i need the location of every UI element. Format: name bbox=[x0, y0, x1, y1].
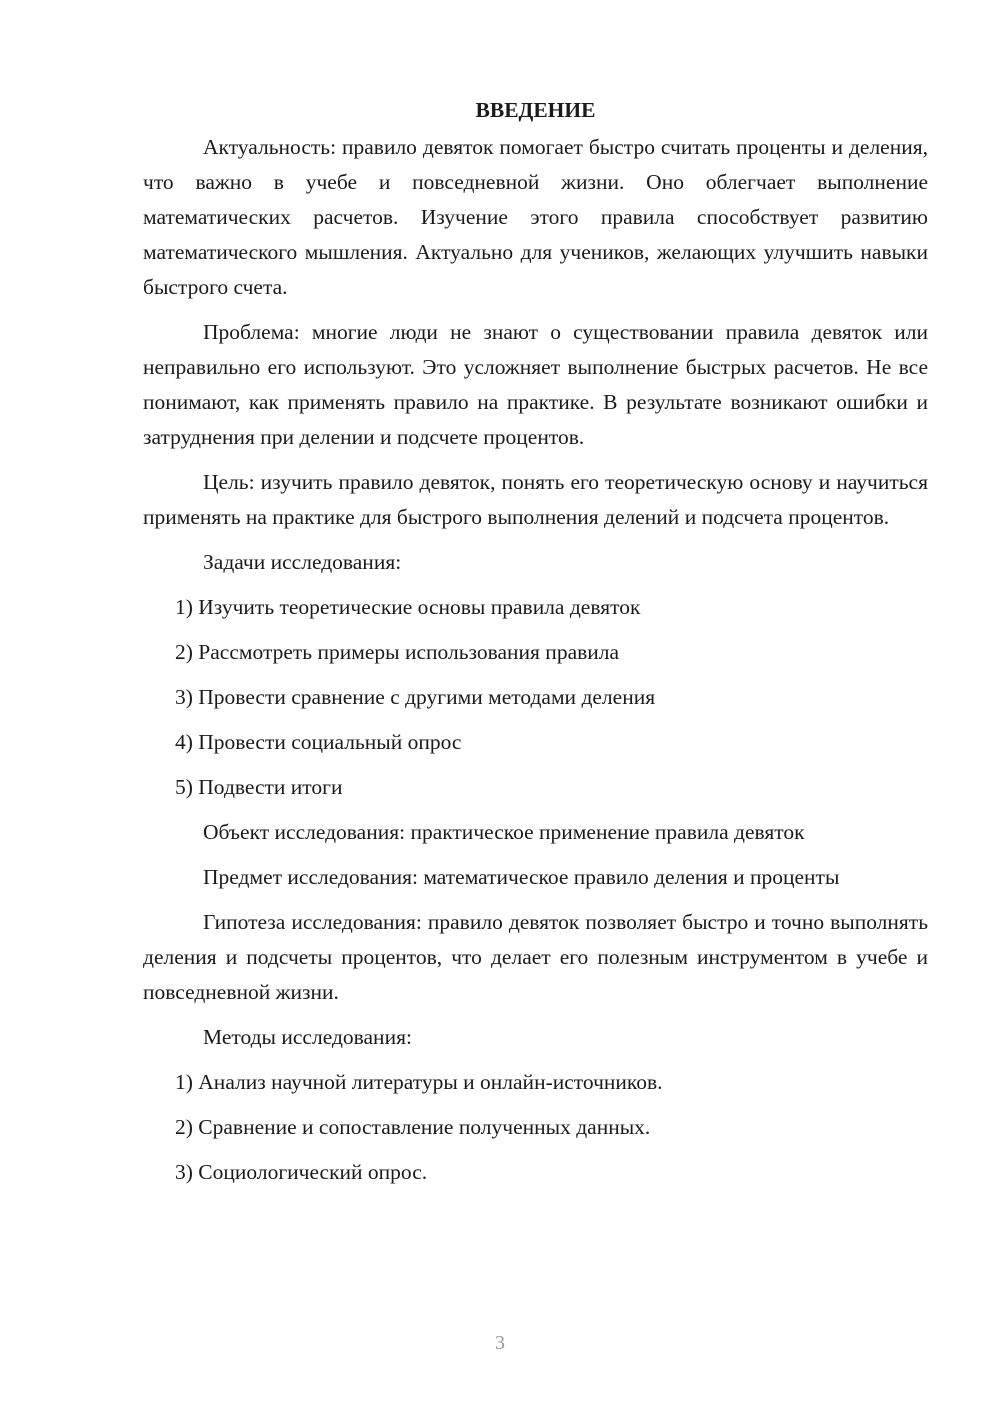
task-item: 3) Провести сравнение с другими методами деления bbox=[175, 685, 656, 709]
methods-list bbox=[143, 1065, 928, 1190]
hypothesis-paragraph: Гипотеза исследования: правило девяток позволяет быстро и точно выполнять деления и подсчеты процентов, что делает его полезным инструментом в учебе и повседневной жизни. bbox=[143, 910, 928, 1004]
goal-paragraph: Цель: изучить правило девяток, понять его теоретическую основу и научиться применять на практике для быстрого выполнения делений и подсчета процентов. bbox=[143, 470, 928, 529]
relevance-paragraph: Актуальность: правило девяток помогает быстро считать проценты и деления, что важно в учебе и повседневной жизни. Оно облегчает выполнение математических расчетов. Изучение этого правила способствует развитию математического мышления. Актуально для учеников, желающих улучшить навыки быстрого счета. bbox=[143, 135, 928, 299]
object-paragraph: Объект исследования: практическое применение правила девяток bbox=[203, 820, 805, 844]
page-title: ВВЕДЕНИЕ bbox=[475, 98, 596, 122]
tasks-list bbox=[143, 590, 928, 805]
tasks-heading: Задачи исследования: bbox=[203, 550, 402, 574]
method-item: 2) Сравнение и сопоставление полученных данных. bbox=[175, 1115, 651, 1139]
method-item: 1) Анализ научной литературы и онлайн-источников. bbox=[175, 1070, 663, 1094]
task-item: 5) Подвести итоги bbox=[175, 775, 343, 799]
methods-heading: Методы исследования: bbox=[203, 1025, 412, 1049]
page-content bbox=[143, 92, 928, 1200]
subject-paragraph: Предмет исследования: математическое правило деления и проценты bbox=[203, 865, 840, 889]
task-item: 4) Провести социальный опрос bbox=[175, 730, 462, 754]
task-item: 2) Рассмотреть примеры использования правила bbox=[175, 640, 620, 664]
method-item: 3) Социологический опрос. bbox=[175, 1160, 428, 1184]
problem-paragraph: Проблема: многие люди не знают о существовании правила девяток или неправильно его используют. Это усложняет выполнение быстрых расчетов. Не все понимают, как применять правило на практике. В результате возникают ошибки и затруднения при делении и подсчете процентов. bbox=[143, 320, 928, 449]
task-item: 1) Изучить теоретические основы правила девяток bbox=[175, 595, 641, 619]
page-number: 3 bbox=[495, 1332, 505, 1354]
